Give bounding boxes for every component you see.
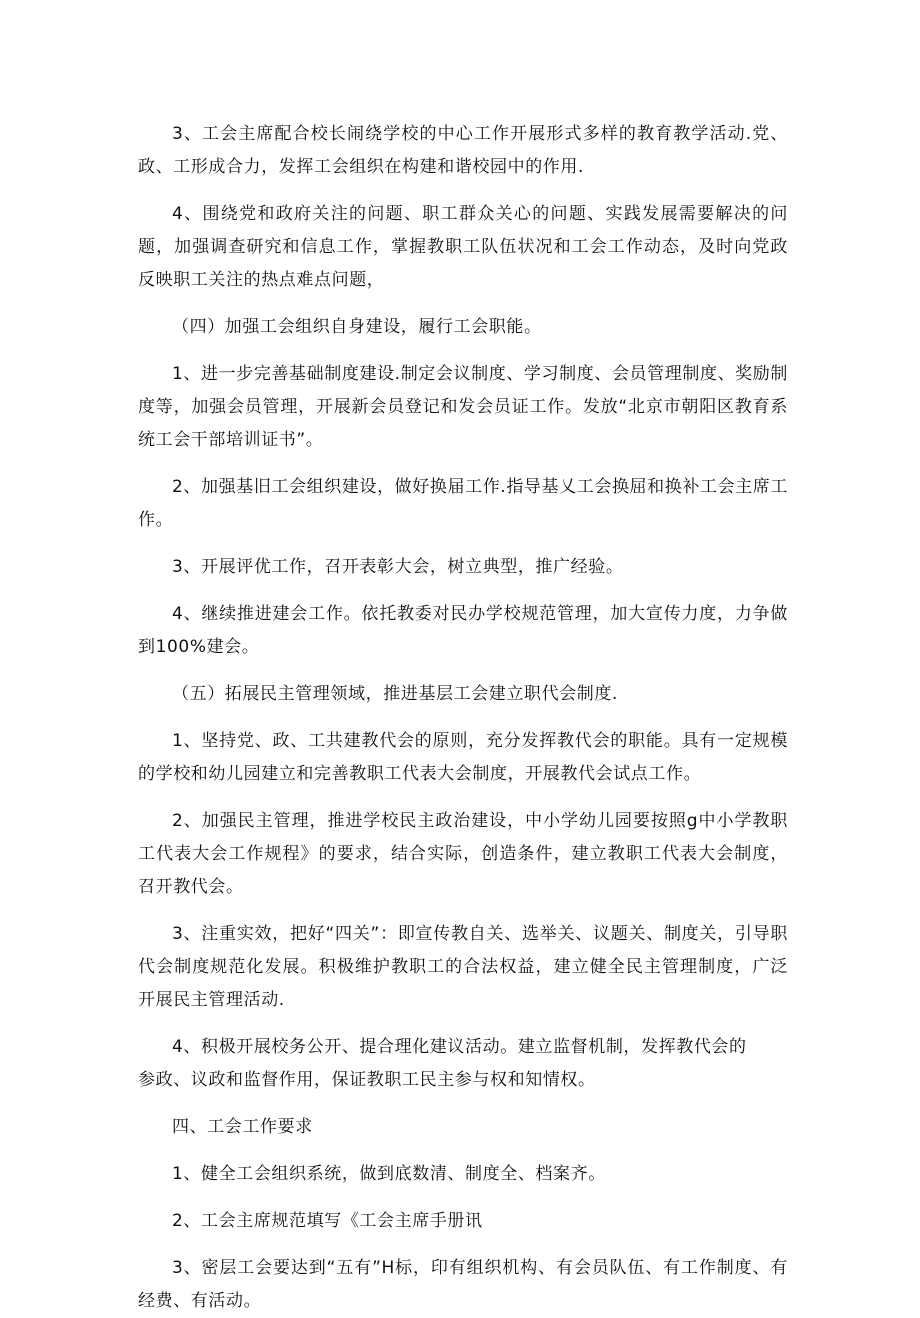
paragraph-item-4-continuation: 参政、议政和监督作用，保证教职工民主参与权和知情权。 — [138, 1070, 596, 1090]
paragraph-item-3-awards: 3、开展评优工作，召开表彰大会，树立典型，推广经验。 — [172, 557, 624, 577]
paragraph-req-2: 2、工会主席规范填写《工会主席手册讯 — [172, 1211, 483, 1231]
paragraph-item-2-organization: 2、加强基旧工会组织建设，做好换届工作.指导基乂工会换屈和换补工会主席工作。 — [138, 477, 788, 530]
paragraph-item-1-congress: 1、坚持党、政、工共建教代会的原则，充分发挥教代会的职能。具有一定规模的学校和幼儿园建立和完善教职工代表大会制度，开展教代会试点工作。 — [138, 731, 788, 784]
section-heading-4: （四）加强工会组织自身建设，履行工会职能。 — [172, 317, 542, 337]
paragraph-item-4-union-building: 4、继续推进建会工作。依托教委对民办学校规范管理，加大宣传力度，力争做到100%建会。 — [138, 604, 788, 657]
paragraph-req-3: 3、密层工会要达到“五有”H标，印有组织机构、有会员队伍、有工作制度、有经费、有活动。 — [138, 1258, 788, 1311]
section-heading-requirements: 四、工会工作要求 — [172, 1117, 313, 1137]
paragraph-req-1: 1、健全工会组织系统，做到底数清、制度全、档案齐。 — [172, 1164, 606, 1184]
paragraph-item-3-four-checks: 3、注重实效，把好“四关”：即宣传教自关、选举关、议题关、制度关，引导职代会制度规范化发展。积极维护教职工的合法权益，建立健全民主管理制度，广泛开展民主管理活动. — [138, 924, 788, 1010]
paragraph-item-4-transparency: 4、积极开展校务公开、提合理化建议活动。建立监督机制，发挥教代会的 — [172, 1037, 747, 1057]
paragraph-item-4-research: 4、围绕党和政府关注的问题、职工群众关心的问题、实践发展需要解决的问题，加强调查研究和信息工作，掌握教职工队伍状况和工会工作动态，及时向党政反映职工关注的热点难点问题， — [138, 204, 788, 290]
paragraph-item-2-democracy: 2、加强民主管理，推进学校民主政治建设，中小学幼儿园要按照g中小学教职工代表大会工作规程》的要求，结合实际，创造条件，建立教职工代表大会制度，召开教代会。 — [138, 811, 788, 897]
section-heading-5: （五）拓展民主管理领域，推进基层工会建立职代会制度. — [172, 684, 619, 704]
paragraph-item-1-system: 1、进一步完善基础制度建设.制定会议制度、学习制度、会员管理制度、奖励制度等，加强会员管理，开展新会员登记和发会员证工作。发放“北京市朝阳区教育系统工会干部培训证书”。 — [138, 364, 788, 450]
paragraph-item-3-cooperation: 3、工会主席配合校长闹绕学校的中心工作开展形式多样的教育教学活动.党、政、工形成合力，发挥工会组织在构建和谐校园中的作用. — [138, 124, 788, 177]
